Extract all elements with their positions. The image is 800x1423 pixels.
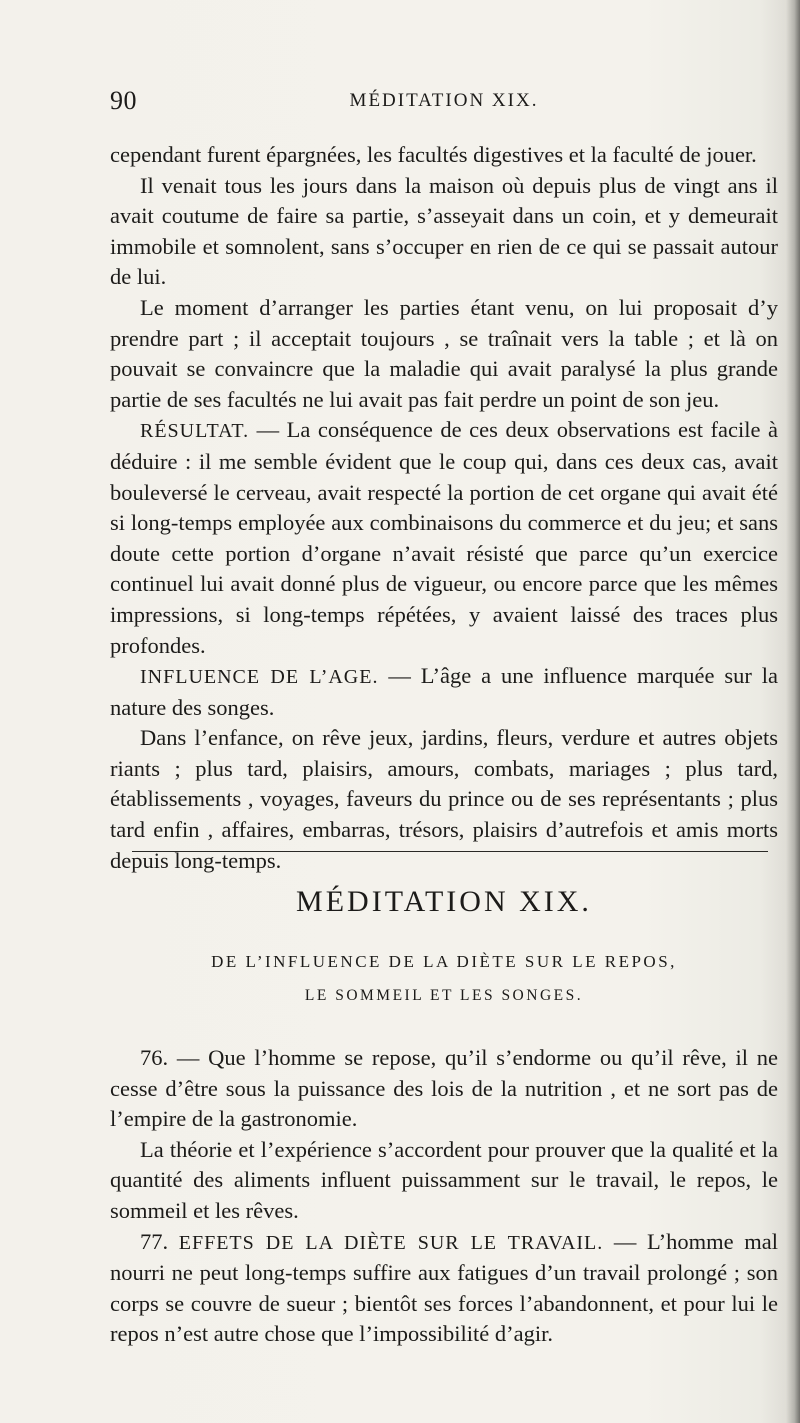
chapter-title: MÉDITATION XIX. <box>296 885 592 918</box>
influence-label: INFLUENCE DE L’AGE. <box>140 666 379 689</box>
chapter-subtitle-line-2: LE SOMMEIL ET LES SONGES. <box>304 987 584 1004</box>
running-title: MÉDITATION XIX. <box>349 90 539 111</box>
paragraph: Dans l’enfance, on rêve jeux, jardins, fleurs, verdure et autres objets riants ; plus tard, plaisirs, amours, combats, mariages ; plus tard, établissements , voyages, faveurs du prince ou de ses représentants ; plus tard enfin , affaires, embarras, trésors, plaisirs d’autrefois et amis morts depuis long-temps. <box>110 725 778 873</box>
paragraph: La théorie et l’expérience s’accordent pour prouver que la qualité et la quantité des aliments influent puissamment sur le travail, le repos, le sommeil et les rêves. <box>110 1136 778 1223</box>
page-header <box>110 86 778 122</box>
section-77-label: EFFETS DE LA DIÈTE SUR LE TRAVAIL. <box>178 1231 604 1254</box>
section-77-number: 77. <box>140 1228 179 1254</box>
resultat-text: — La conséquence de ces deux observations est facile à déduire : il me semble évident que le coup qui, dans ces deux cas, avait bouleversé le cerveau, avait respecté la portion de cet organe qui avait été si long-temps employée aux combinaisons du commerce et du jeu; et sans doute cette portion d’organe n’avait résisté que parce qu’un exercice continuel lui avait donné plus de vigueur, ou encore parce que les mêmes impressions, si long-temps répétées, y avaient laissé des traces plus profondes. <box>110 417 778 658</box>
paragraph-continuation: cependant furent épargnées, les facultés digestives et la faculté de jouer. <box>110 142 757 167</box>
page-edge-shadow <box>786 0 800 1423</box>
paragraph-77 <box>110 1227 778 1350</box>
paragraph-influence <box>110 661 778 723</box>
body-text-top <box>110 140 778 876</box>
influence-text: — L’âge a une influence marquée sur la nature des songes. <box>110 663 778 720</box>
paragraph-resultat <box>110 415 778 661</box>
page-number: 90 <box>110 86 137 115</box>
resultat-label: RÉSULTAT. <box>140 420 250 443</box>
section-77-text: — L’homme mal nourri ne peut long-temps suffire aux fatigues d’un travail prolongé ; son corps se couvre de sueur ; bientôt ses forces l’abandonnent, et pour lui le repos n’est autre chose que l’impossibilité d’agir. <box>110 1228 779 1347</box>
paragraph-76: 76. — Que l’homme se repose, qu’il s’endorme ou qu’il rêve, il ne cesse d’être sous la puissance des lois de la nutrition , et ne sort pas de l’empire de la gastronomie. <box>110 1045 778 1132</box>
chapter-subtitle-line-1: DE L’INFLUENCE DE LA DIÈTE SUR LE REPOS, <box>211 952 677 971</box>
section-divider <box>132 851 768 852</box>
body-text-bottom <box>110 1043 778 1350</box>
paragraph: Il venait tous les jours dans la maison où depuis plus de vingt ans il avait coutume de faire sa partie, s’asseyait dans un coin, et y demeurait immobile et somnolent, sans s’occuper en rien de ce qui se passait autour de lui. <box>110 172 778 290</box>
paragraph: Le moment d’arranger les parties étant venu, on lui proposait d’y prendre part ; il acceptait toujours , se traînait vers la table ; et là on pouvait se convaincre que la maladie qui avait paralysé la plus grande partie de ses facultés ne lui avait pas fait perdre un point de son jeu. <box>110 294 778 412</box>
